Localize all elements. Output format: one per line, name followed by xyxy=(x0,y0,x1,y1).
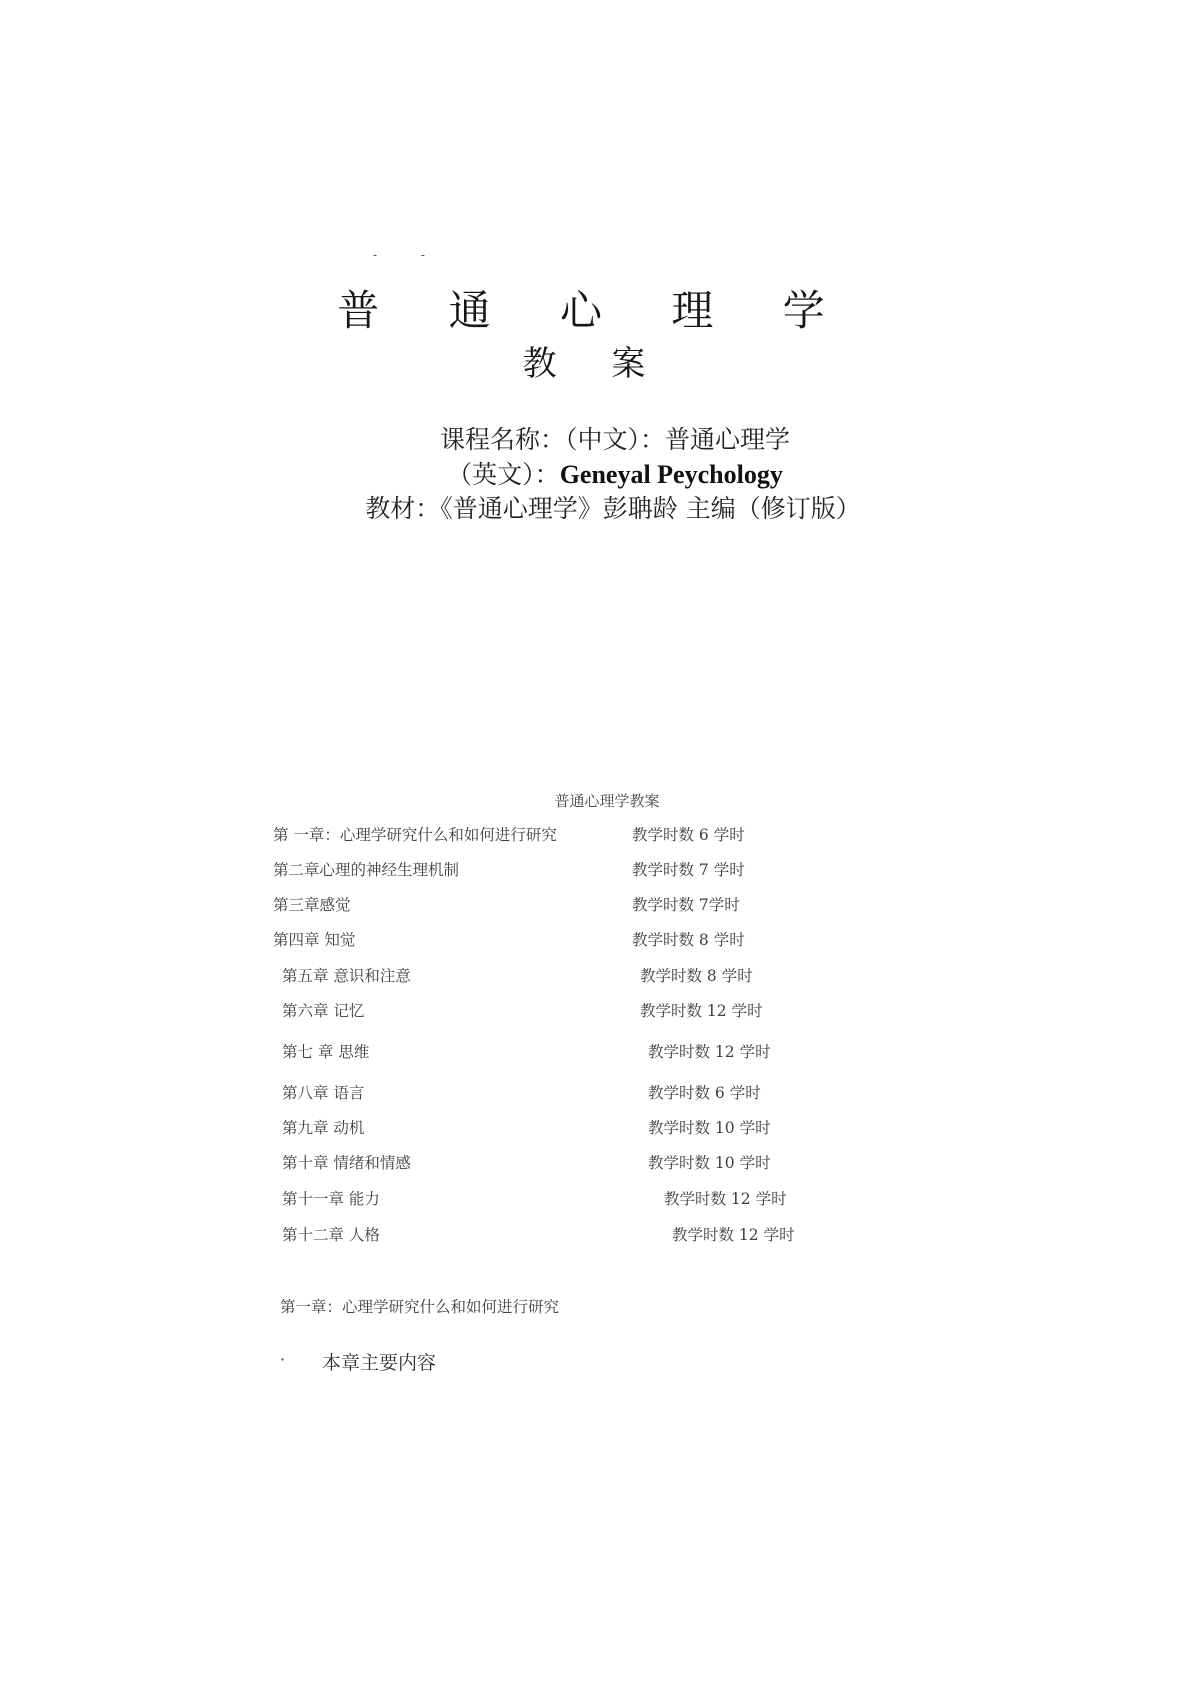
toc-hours: 教学时数 7 学时 xyxy=(632,861,745,879)
document-title: 普 通 心 理 学 xyxy=(337,286,853,335)
toc-hours: 教学时数 8 学时 xyxy=(632,931,745,949)
toc-chapter: 第十二章 人格 xyxy=(282,1226,380,1244)
toc-chapter: 第十一章 能力 xyxy=(282,1190,380,1208)
header-marks: - - xyxy=(373,248,445,262)
toc-chapter: 第七 章 思维 xyxy=(282,1043,370,1061)
course-name-english: Geneyal Peychology xyxy=(559,460,783,489)
bullet-text: 本章主要内容 xyxy=(322,1352,437,1374)
toc-hours: 教学时数 10 学时 xyxy=(648,1119,771,1137)
toc-chapter: 第三章感觉 xyxy=(273,896,351,914)
toc-chapter: 第六章 记忆 xyxy=(282,1002,365,1020)
section-heading: 第一章：心理学研究什么和如何进行研究 xyxy=(280,1298,560,1316)
toc-hours: 教学时数 12 学时 xyxy=(648,1043,771,1061)
toc-hours: 教学时数 8 学时 xyxy=(640,967,753,985)
english-label: （英文）： xyxy=(447,460,560,489)
toc-hours: 教学时数 6 学时 xyxy=(632,826,745,844)
toc-chapter: 第 一章：心理学研究什么和如何进行研究 xyxy=(273,826,557,844)
textbook-line: 教材：《普通心理学》彭聃龄 主编（修订版） xyxy=(365,494,861,523)
toc-hours: 教学时数 12 学时 xyxy=(672,1226,795,1244)
toc-hours: 教学时数 6 学时 xyxy=(648,1084,761,1102)
toc-chapter: 第十章 情绪和情感 xyxy=(282,1154,411,1172)
toc-hours: 教学时数 10 学时 xyxy=(648,1154,771,1172)
toc-chapter: 第四章 知觉 xyxy=(273,931,356,949)
document-subtitle: 教 案 xyxy=(522,344,668,384)
toc-chapter: 第二章心理的神经生理机制 xyxy=(273,861,460,879)
toc-hours: 教学时数 12 学时 xyxy=(640,1002,763,1020)
toc-chapter: 第八章 语言 xyxy=(282,1084,365,1102)
toc-hours: 教学时数 12 学时 xyxy=(664,1190,787,1208)
course-name-english-line xyxy=(0,458,1190,492)
course-name-chinese: 课程名称：（中文）：普通心理学 xyxy=(439,425,790,454)
bullet-icon: · xyxy=(280,1350,286,1369)
toc-hours: 教学时数 7学时 xyxy=(632,896,740,914)
toc-chapter: 第五章 意识和注意 xyxy=(282,967,411,985)
toc-chapter: 第九章 动机 xyxy=(282,1119,365,1137)
toc-title: 普通心理学教案 xyxy=(554,792,660,810)
